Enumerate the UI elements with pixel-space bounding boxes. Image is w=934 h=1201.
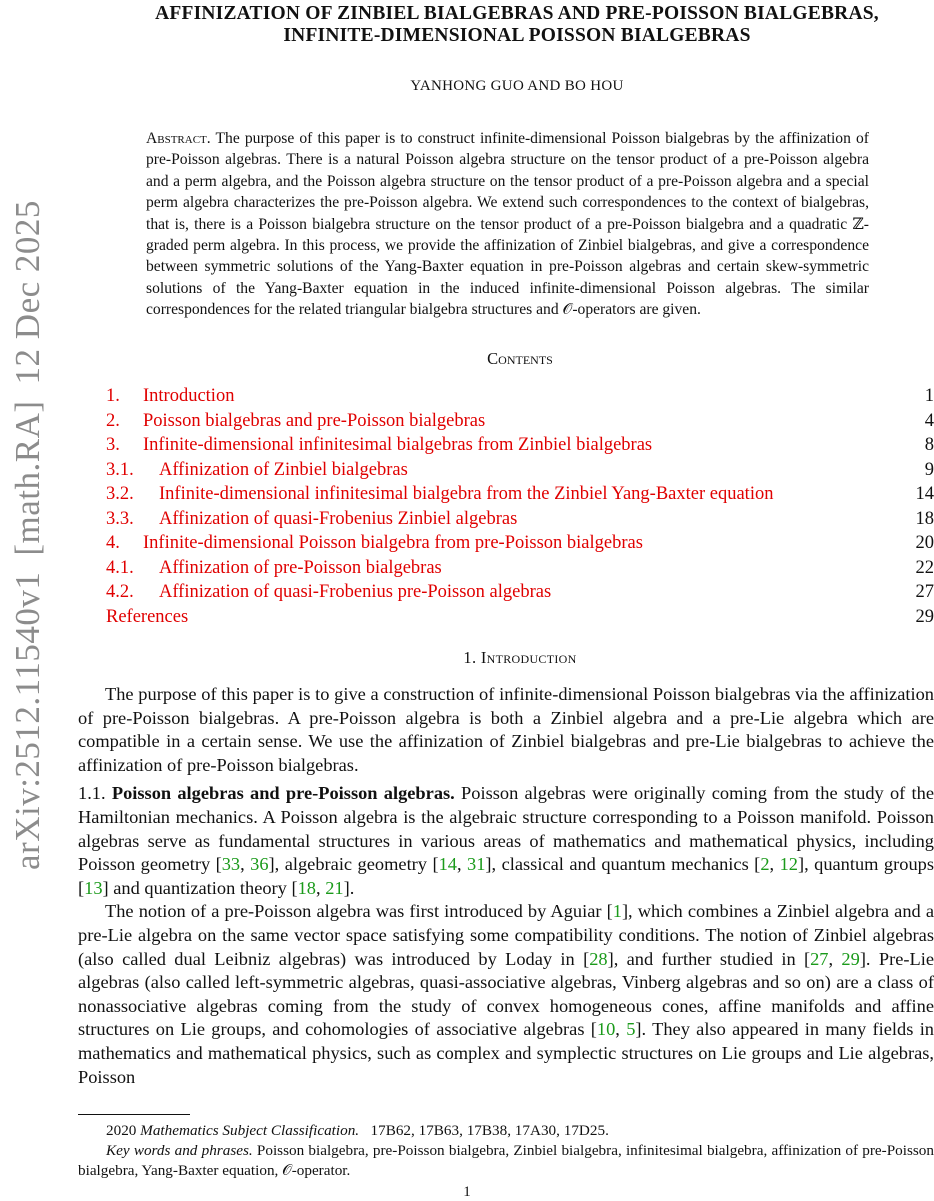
keywords-text: Poisson bialgebra, pre-Poisson bialgebra, Zinbiel bialgebra, infinitesimal bialgebra, affinization of pre-Poisson bialgebra, Yang-Baxter equation, 𝒪-operator.: [78, 1142, 934, 1179]
toc-number: 3.: [106, 433, 143, 458]
paragraph: The notion of a pre-Poisson algebra was first introduced by Aguiar [1], which combines a Zinbiel algebra and a pre-Lie algebra on the same vector space satisfying some compatibility conditions. The notion of Zinbiel algebras (also called dual Leibniz algebras) was introduced by Loday in [28], and further studied in [27, 29]. Pre-Lie algebras (also called left-symmetric algebras, quasi-associative algebras, Vinberg algebras and so on) are a class of nonassociative algebras coming from the study of convex homogeneous cones, affine manifolds and affine structures on Lie groups, and cohomologies of associative algebras [10, 5]. They also appeared in many fields in mathematics and mathematical physics, such as complex and symplectic structures on Lie groups and Lie algebras, Poisson: [78, 900, 934, 1089]
arxiv-category: [math.RA]: [8, 400, 47, 555]
arxiv-date: 12 Dec 2025: [8, 200, 47, 384]
citation-link[interactable]: 27: [810, 949, 828, 969]
toc-page: 20: [916, 531, 934, 556]
subsection-number: 1.1.: [78, 783, 106, 803]
citation-link[interactable]: 5: [626, 1019, 635, 1039]
citation-link[interactable]: 33: [222, 854, 240, 874]
keywords-label: Key words and phrases.: [106, 1142, 253, 1159]
toc-page: 4: [925, 409, 934, 434]
footnote-rule: [78, 1114, 190, 1115]
toc-link[interactable]: Affinization of pre-Poisson bialgebras: [159, 556, 442, 581]
toc-entry[interactable]: [106, 433, 934, 458]
paper-title: [100, 3, 934, 47]
toc-entry[interactable]: [106, 482, 934, 507]
toc-page: 22: [916, 556, 934, 581]
toc-entry[interactable]: [106, 507, 934, 532]
toc-page: 1: [925, 384, 934, 409]
toc-entry[interactable]: [106, 384, 934, 409]
text-run: ] and quantization theory [: [103, 878, 298, 898]
citation-link[interactable]: 31: [467, 854, 485, 874]
toc-page: 27: [916, 580, 934, 605]
toc-link[interactable]: Infinite-dimensional infinitesimal bialgebra from the Zinbiel Yang-Baxter equation: [159, 482, 773, 507]
text-run: ], quantum groups [: [78, 854, 934, 898]
toc-entry[interactable]: [106, 531, 934, 556]
toc-entry[interactable]: [106, 580, 934, 605]
toc-entry[interactable]: [106, 409, 934, 434]
msc-footnote: [78, 1121, 934, 1141]
abstract-label: Abstract.: [146, 130, 211, 147]
toc-number: 2.: [106, 409, 143, 434]
toc-link[interactable]: Infinite-dimensional Poisson bialgebra from pre-Poisson bialgebras: [143, 531, 643, 556]
citation-link[interactable]: 10: [597, 1019, 615, 1039]
text-run: ].: [344, 878, 355, 898]
toc-link[interactable]: References: [106, 605, 188, 630]
toc-link[interactable]: Infinite-dimensional infinitesimal bialgebras from Zinbiel bialgebras: [143, 433, 652, 458]
page-number: 1: [0, 1184, 934, 1201]
toc-link[interactable]: Poisson bialgebras and pre-Poisson bialgebras: [143, 409, 485, 434]
toc-link[interactable]: Affinization of Zinbiel bialgebras: [159, 458, 408, 483]
text-run: The notion of a pre-Poisson algebra was first introduced by Aguiar [: [105, 901, 613, 921]
citation-link[interactable]: 29: [841, 949, 859, 969]
msc-year: 2020: [106, 1122, 136, 1139]
toc-number: 3.3.: [106, 507, 159, 532]
citation-link[interactable]: 13: [84, 878, 102, 898]
toc-link[interactable]: Introduction: [143, 384, 234, 409]
msc-label: Mathematics Subject Classification.: [140, 1122, 359, 1139]
text-run: ], which combines a Zinbiel algebra and a pre-Lie algebra on the same vector space satisfying some compatibility conditions. The notion of Zinbiel algebras (also called dual Leibniz algebras) was introduced by Loday in [: [78, 901, 934, 968]
footnotes: [78, 1121, 934, 1181]
table-of-contents: [106, 384, 934, 629]
toc-number: 3.2.: [106, 482, 159, 507]
toc-page: 14: [916, 482, 934, 507]
text-run: ]. Pre-Lie algebras (also called left-symmetric algebras, quasi-associative algebras, Vinberg algebras and so on) are a class of nonassociative algebras coming from the study of convex homogeneous cones, affine manifolds and affine structures on Lie groups, and cohomologies of associative algebras [: [78, 949, 934, 1040]
text-run: Poisson algebras were originally coming from the study of the Hamiltonian mechanics. A Poisson algebra is the algebraic structure corresponding to a Poisson manifold. Poisson algebras serve as fundamental structures in various areas of mathematics and mathematical physics, including Poisson geometry [: [78, 783, 934, 874]
toc-entry[interactable]: [106, 556, 934, 581]
text-run: ], and further studied in [: [608, 949, 811, 969]
toc-page: 9: [925, 458, 934, 483]
msc-codes: 17B62, 17B63, 17B38, 17A30, 17D25.: [371, 1122, 609, 1139]
toc-page: 18: [916, 507, 934, 532]
keywords-footnote: [78, 1141, 934, 1181]
toc-link[interactable]: Affinization of quasi-Frobenius pre-Poisson algebras: [159, 580, 551, 605]
abstract: [146, 128, 869, 321]
abstract-text: The purpose of this paper is to construct infinite-dimensional Poisson bialgebras by the affinization of pre-Poisson algebras. There is a natural Poisson algebra structure on the tensor product of a pre-Poisson algebra and a perm algebra, and the Poisson algebra structure on the tensor product of a pre-Poisson algebra and a special perm algebra characterizes the pre-Poisson algebra. We extend such correspondences to the context of bialgebras, that is, there is a Poisson bialgebra structure on the tensor product of a pre-Poisson bialgebra and a quadratic ℤ-graded perm algebra. In this process, we provide the affinization of Zinbiel bialgebras, and give a correspondence between symmetric solutions of the Yang-Baxter equation in pre-Poisson algebras and certain skew-symmetric solutions of the Yang-Baxter equation in the induced infinite-dimensional Poisson algebras. The similar correspondences for the related triangular bialgebra structures and 𝒪-operators are given.: [146, 130, 869, 318]
text-run: ], classical and quantum mechanics [: [485, 854, 760, 874]
authors: YANHONG GUO AND BO HOU: [100, 78, 934, 95]
arxiv-stamp: [8, 184, 48, 870]
title-line-1: AFFINIZATION OF ZINBIEL BIALGEBRAS AND PRE-POISSON BIALGEBRAS,: [100, 3, 934, 25]
citation-link[interactable]: 18: [298, 878, 316, 898]
text-run: ], algebraic geometry [: [269, 854, 439, 874]
toc-number: 4.: [106, 531, 143, 556]
toc-entry[interactable]: [106, 458, 934, 483]
toc-number: 1.: [106, 384, 143, 409]
body-text: [78, 683, 934, 1089]
citation-link[interactable]: 28: [589, 949, 607, 969]
toc-number: 3.1.: [106, 458, 159, 483]
toc-page: 8: [925, 433, 934, 458]
text-run: ]. They also appeared in many fields in mathematics and mathematical physics, such as complex and symplectic structures on Lie groups and Lie algebras, Poisson: [78, 1019, 934, 1086]
arxiv-id[interactable]: arXiv:2512.11540v1: [8, 572, 47, 870]
citation-link[interactable]: 21: [325, 878, 343, 898]
citation-link[interactable]: 36: [250, 854, 268, 874]
contents-heading: Contents: [100, 349, 934, 369]
subsection-title: Poisson algebras and pre-Poisson algebras.: [112, 783, 455, 803]
paragraph: The purpose of this paper is to give a construction of infinite-dimensional Poisson bialgebras via the affinization of pre-Poisson bialgebras. A pre-Poisson algebra is both a Zinbiel algebra and a pre-Lie algebra which are compatible in a certain sense. We use the affinization of Zinbiel bialgebras and pre-Lie bialgebras to achieve the affinization of pre-Poisson bialgebras.: [78, 683, 934, 777]
paragraph: 1.1. Poisson algebras and pre-Poisson algebras. Poisson algebras were originally coming from the study of the Hamiltonian mechanics. A Poisson algebra is the algebraic structure corresponding to a Poisson manifold. Poisson algebras serve as fundamental structures in various areas of mathematics and mathematical physics, including Poisson geometry [33, 36], algebraic geometry [14, 31], classical and quantum mechanics [2, 12], quantum groups [13] and quantization theory [18, 21].: [78, 782, 934, 900]
citation-link[interactable]: 2: [760, 854, 769, 874]
citation-link[interactable]: 1: [613, 901, 622, 921]
section-heading: 1. Introduction: [100, 648, 934, 668]
title-line-2: INFINITE-DIMENSIONAL POISSON BIALGEBRAS: [100, 25, 934, 47]
toc-link[interactable]: Affinization of quasi-Frobenius Zinbiel algebras: [159, 507, 517, 532]
toc-entry[interactable]: [106, 605, 934, 630]
toc-number: 4.2.: [106, 580, 159, 605]
toc-number: 4.1.: [106, 556, 159, 581]
citation-link[interactable]: 12: [780, 854, 798, 874]
toc-page: 29: [916, 605, 934, 630]
citation-link[interactable]: 14: [439, 854, 457, 874]
